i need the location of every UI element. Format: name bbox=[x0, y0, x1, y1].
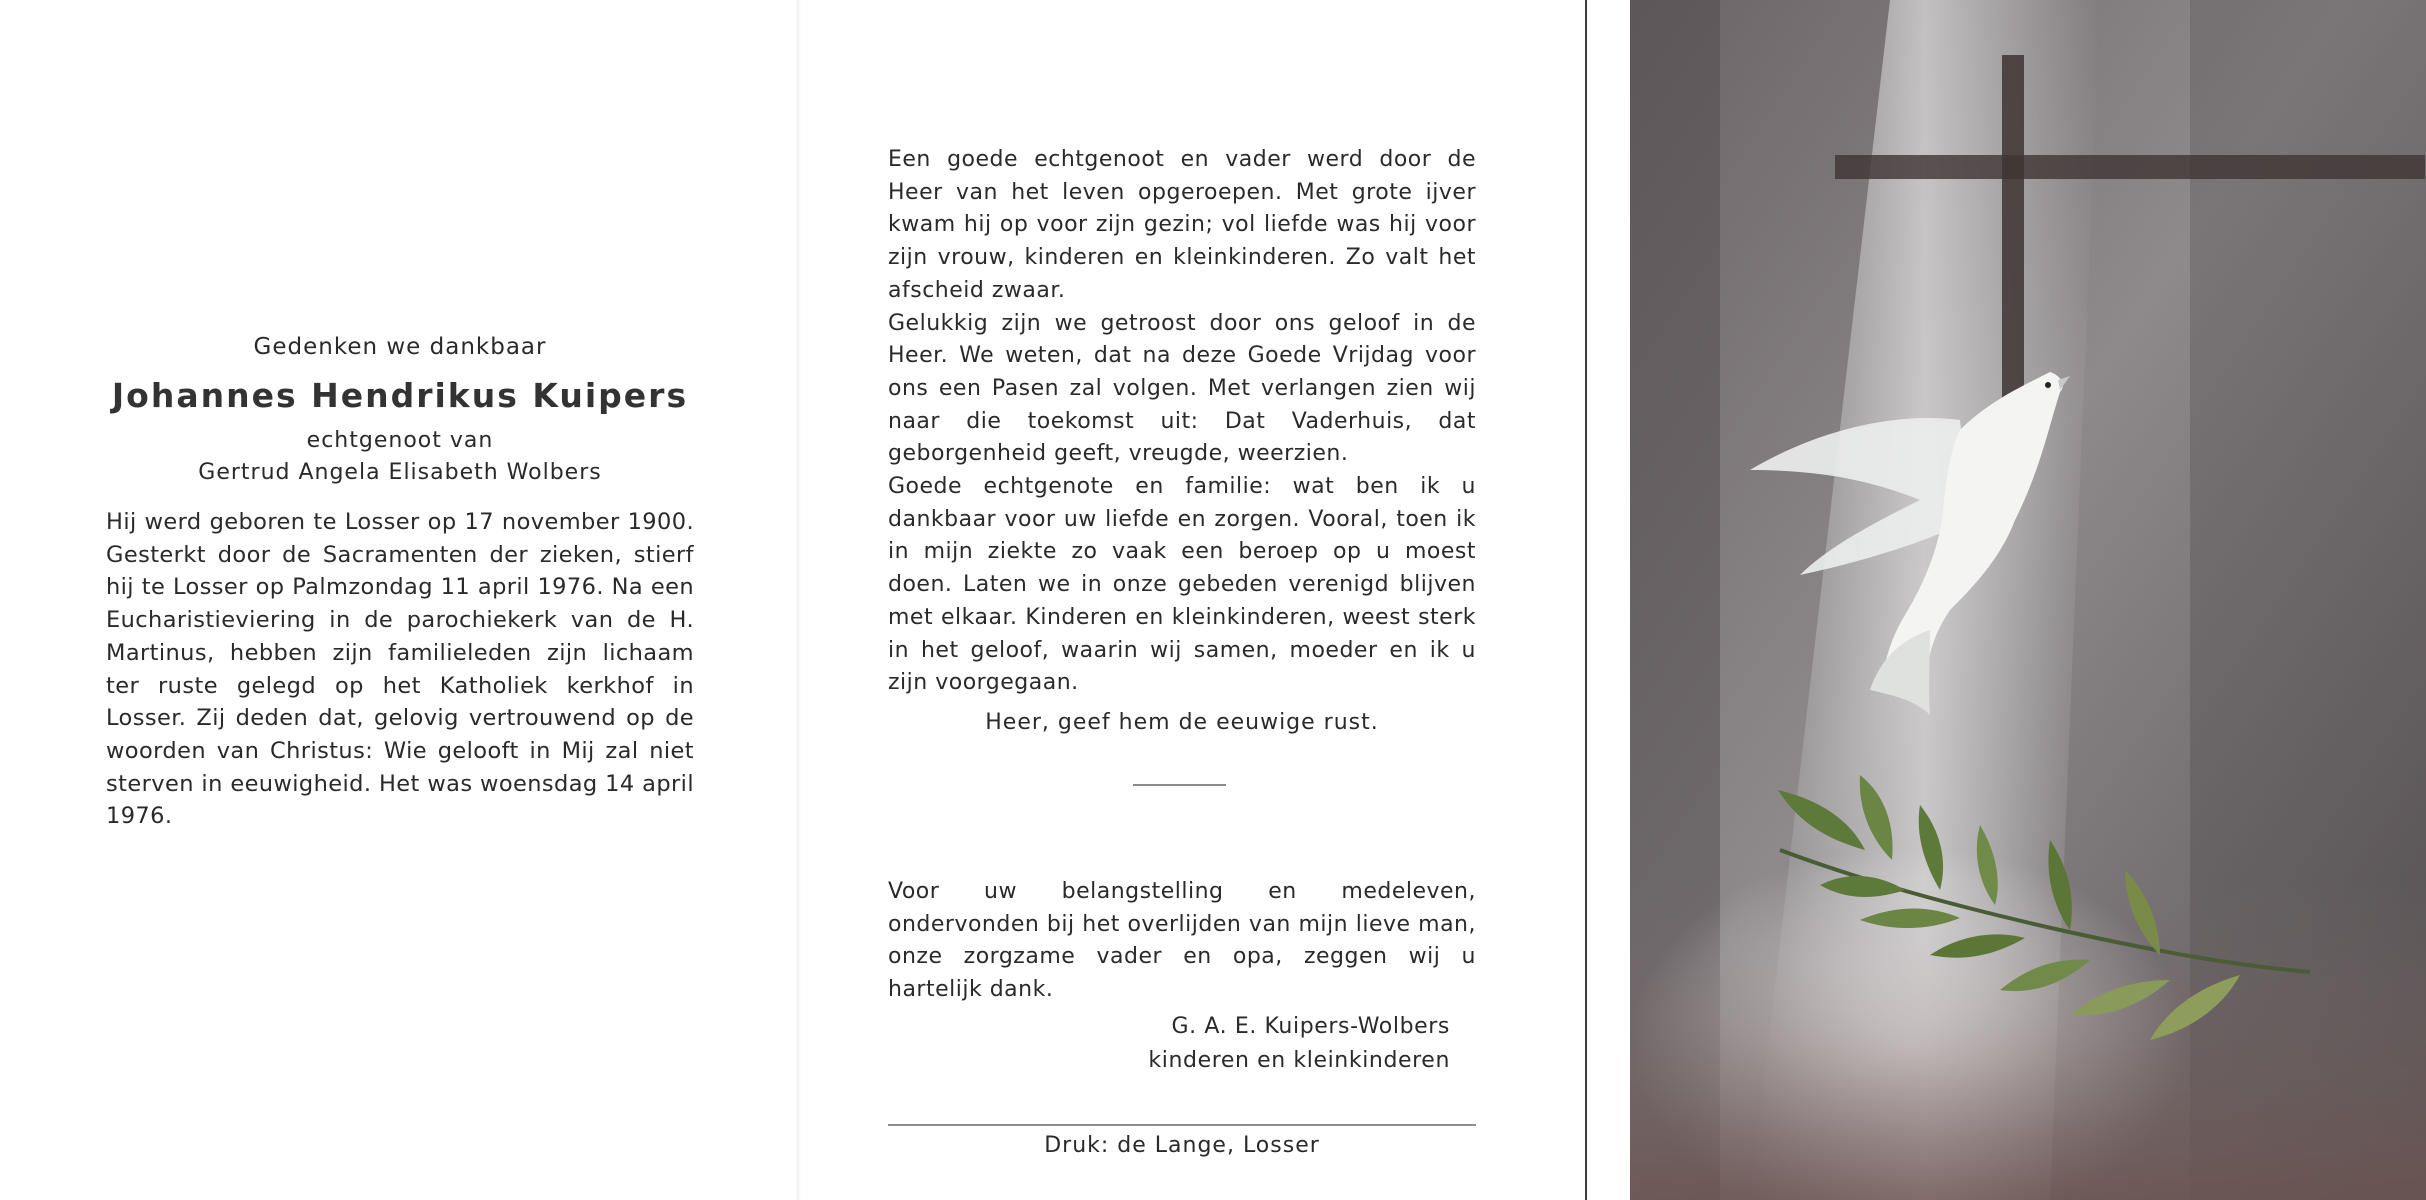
spouse-name: Gertrud Angela Elisabeth Wolbers bbox=[198, 460, 602, 485]
thanks-paragraph bbox=[888, 876, 1476, 1007]
reflection-paragraph-2: Gelukkig zijn we getroost door ons geloof in de Heer. We weten, dat na deze Goede Vrijdag voor ons een Pasen zal volgen. Met verlangen zien wij naar die toekomst uit: Dat Vaderhuis, dat geborgenheid geeft, vreugde, weerzien. bbox=[888, 310, 1476, 467]
intro-line: Gedenken we dankbaar bbox=[253, 334, 547, 360]
printer-credit: Druk: de Lange, Losser bbox=[1044, 1133, 1320, 1158]
signatories bbox=[1100, 1010, 1450, 1078]
left-panel bbox=[0, 0, 800, 1200]
reflection-text bbox=[888, 144, 1476, 700]
ground-tones bbox=[1630, 880, 2426, 1200]
prayer-line: Heer, geef hem de eeuwige rust. bbox=[985, 710, 1379, 735]
spouse-label: echtgenoot van bbox=[306, 428, 494, 453]
deceased-name: Johannes Hendrikus Kuipers bbox=[111, 376, 689, 415]
card-fold-line bbox=[1585, 0, 1587, 1200]
thanks-text: Voor uw belangstelling en medeleven, ondervonden bij het overlijden van mijn lieve man, onze zorgzame vader en opa, zeggen wij u hartelijk dank. bbox=[888, 879, 1476, 1003]
fold-shadow bbox=[795, 0, 801, 1200]
signer-widow: G. A. E. Kuipers-Wolbers bbox=[1171, 1014, 1450, 1039]
reflection-paragraph-1: Een goede echtgenoot en vader werd door de Heer van het leven opgeroepen. Met grote ijver kwam hij op voor zijn gezin; vol liefde was hij voor zijn vrouw, kinderen en kleinkinderen. Zo valt het afscheid zwaar. bbox=[888, 147, 1476, 303]
illustration-panel bbox=[1630, 0, 2426, 1200]
reflection-paragraph-3: Goede echtgenote en familie: wat ben ik u dankbaar voor uw liefde en zorgen. Vooral, toen ik in mijn ziekte zo vaak een beroep op u moest doen. Laten we in onze gebeden verenigd blijven met elkaar. Kinderen en kleinkinderen, weest sterk in het geloof, waarin wij samen, moeder en ik u zijn voorgegaan. bbox=[888, 474, 1476, 696]
biography-paragraph: Hij werd geboren te Losser op 17 november 1900. Gesterkt door de Sacramenten der zieken, stierf hij te Losser op Palmzondag 11 april 1976. Na een Eucharistieviering in de parochiekerk van de H. Martinus, hebben zijn familieleden zijn lichaam ter ruste gelegd op het Katholiek kerkhof in Losser. Zij deden dat, gelovig vertrouwend op de woorden van Christus: Wie gelooft in Mij zal niet sterven in eeuwigheid. Het was woensdag 14 april 1976. bbox=[106, 509, 694, 830]
divider-short bbox=[1133, 784, 1226, 786]
divider-bottom bbox=[888, 1124, 1476, 1126]
signer-family: kinderen en kleinkinderen bbox=[1148, 1048, 1450, 1073]
dove-cross-illustration bbox=[1630, 0, 2426, 1200]
